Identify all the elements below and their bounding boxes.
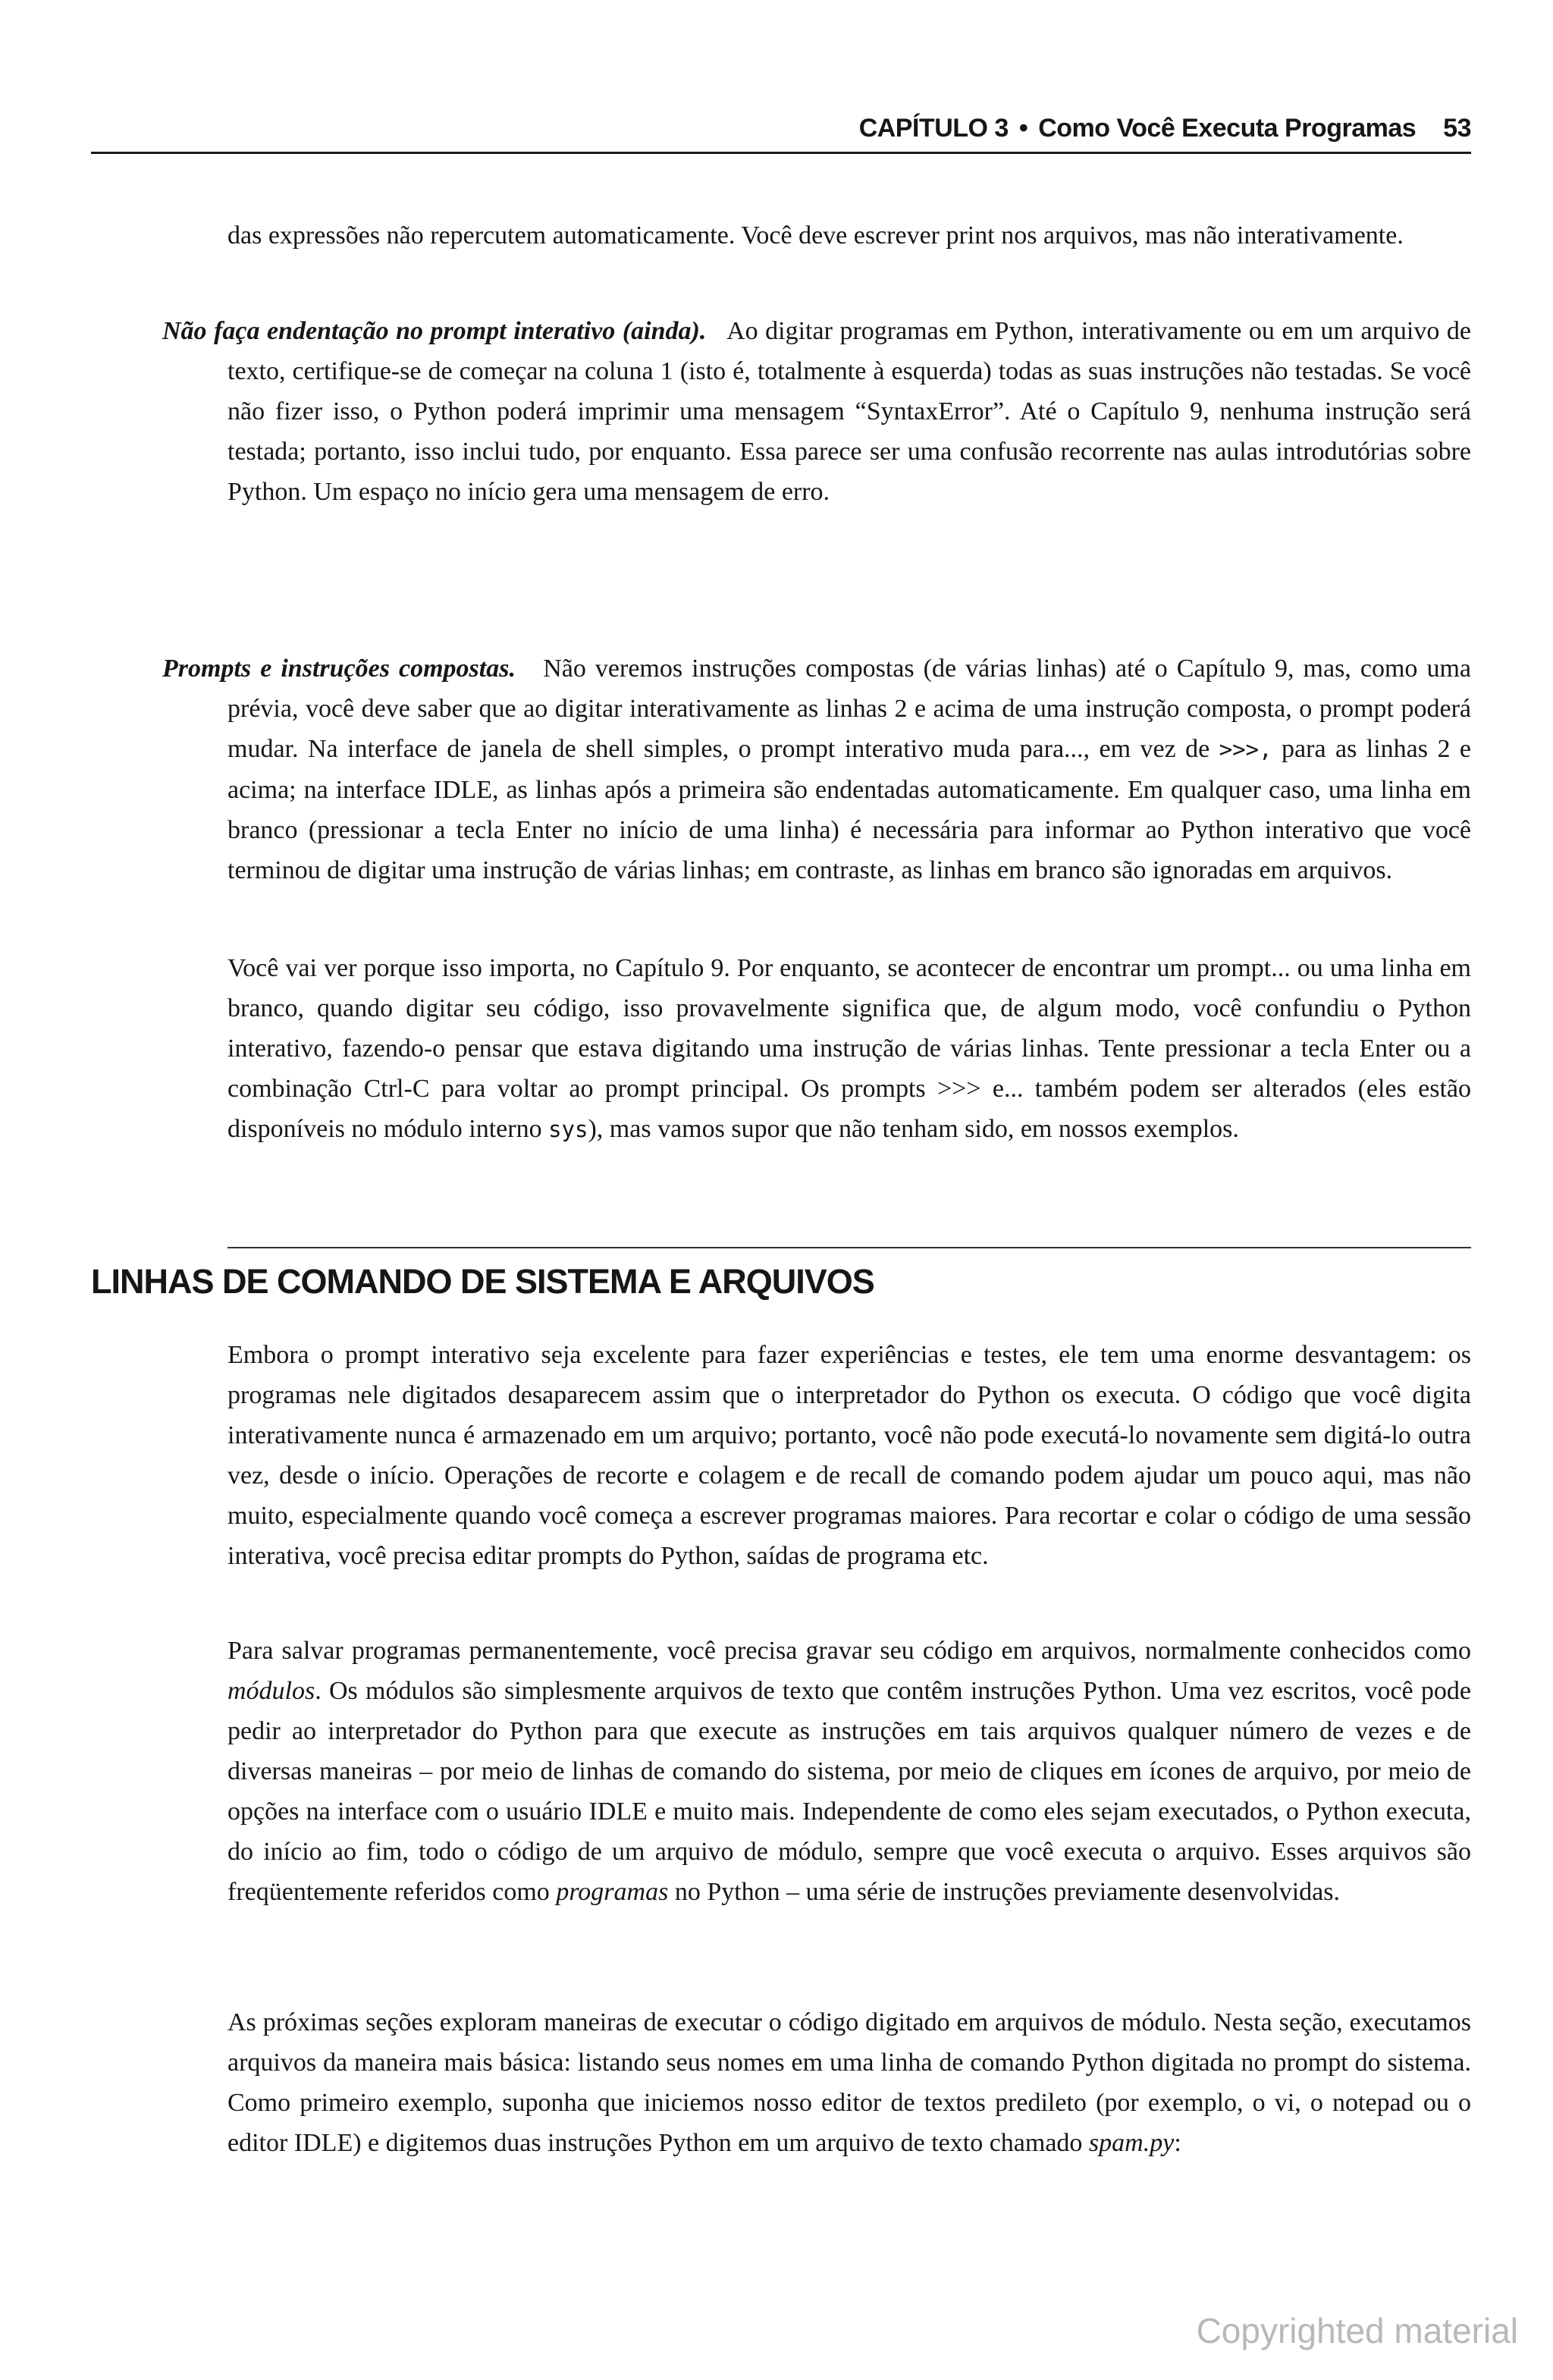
paragraph-prompt-note: Você vai ver porque isso importa, no Capítulo 9. Por enquanto, se acontecer de encontrar um prompt... ou uma linha em branco, quando digitar seu código, isso provavelmente significa que, de algum modo, você confundiu o Python interativo, fazendo-o pensar que estava digitando uma instrução de várias linhas. Tente pressionar a tecla Enter ou a combinação Ctrl-C para voltar ao prompt principal. Os prompts >>> e... também podem ser alterados (eles estão disponíveis no módulo interno sys), mas vamos supor que não tenham sido, em nossos exemplos. (227, 954, 1471, 1143)
page-number: 53 (1443, 114, 1471, 143)
section-paragraph-2: Para salvar programas permanentemente, você precisa gravar seu código em arquivos, normalmente conhecidos como módulos. Os módulos são simplesmente arquivos de texto que contêm instruções Python. Uma vez escritos, você pode pedir ao interpretador do Python para que execute as instruções em tais arquivos qualquer número de vezes e de diversas maneiras – por meio de linhas de comando do sistema, por meio de cliques em ícones de arquivo, por meio de opções na interface com o usuário IDLE e muito mais. Independente de como eles sejam executados, o Python executa, do início ao fim, todo o código de um arquivo de módulo, sempre que você executa o arquivo. Esses arquivos são freqüentemente referidos como programas no Python – uma série de instruções previamente desenvolvidas. (227, 1637, 1471, 1906)
term-programas: programas (556, 1878, 669, 1906)
copyright-watermark: Copyrighted material (1196, 2311, 1518, 2350)
filename-spam: spam.py (1088, 2129, 1175, 2157)
tip-no-indent-lead: Não faça endentação no prompt interativo (ainda). (162, 317, 707, 345)
term-modulos: módulos (227, 1677, 315, 1705)
tip-compound-prompts (162, 648, 1471, 890)
section-paragraph-3: As próximas seções exploram maneiras de executar o código digitado em arquivos de módulo. Nesta seção, executamos arquivos da maneira mais básica: listando seus nomes em uma linha de comando Python digitada no prompt do sistema. Como primeiro exemplo, suponha que iniciemos nosso editor de textos predileto (por exemplo, o vi, o notepad ou o editor IDLE) e digitemos duas instruções Python em um arquivo de texto chamado spam.py: (227, 2008, 1471, 2157)
chapter-label: CAPÍTULO 3 • Como Você Executa Programas (858, 114, 1417, 143)
inline-code-prompt: >>>, (1219, 736, 1272, 762)
tip-compound-text-b: para as linhas 2 e acima; na interface IDLE, as linhas após a primeira são endentadas automaticamente. Em qualquer caso, uma linha em branco (pressionar a tecla Enter no início de uma linha) é necessária para informar ao Python interativo que você terminou de digitar uma instrução de várias linhas; em contraste, as linhas em branco são ignoradas em arquivos. (227, 735, 1472, 884)
running-head (91, 114, 1471, 147)
tip-compound-lead: Prompts e instruções compostas. (162, 655, 516, 683)
paragraph-continuation: das expressões não repercutem automaticamente. Você deve escrever print nos arquivos, mas não interativamente. (227, 221, 1404, 250)
section-rule (227, 1247, 1471, 1248)
inline-code-sys: sys (548, 1116, 588, 1142)
tip-compound-text-a: Não veremos instruções compostas (de várias linhas) até o Capítulo 9, mas, como uma prévia, você deve saber que ao digitar interativamente as linhas 2 e acima de uma instrução composta, o prompt poderá mudar. Na interface de janela de shell simples, o prompt interativo muda para..., em vez de (227, 655, 1472, 763)
tip-no-indent-text: Ao digitar programas em Python, interativamente ou em um arquivo de texto, certifique-se de começar na coluna 1 (isto é, totalmente à esquerda) todas as suas instruções não testadas. Se você não fizer isso, o Python poderá imprimir uma mensagem “SyntaxError”. Até o Capítulo 9, nenhuma instrução será testada; portanto, isso inclui tudo, por enquanto. Essa parece ser uma confusão recorrente nas aulas introdutórias sobre Python. Um espaço no início gera uma mensagem de erro. (227, 317, 1471, 506)
header-rule (91, 152, 1471, 154)
section-paragraph-1: Embora o prompt interativo seja excelente para fazer experiências e testes, ele tem uma enorme desvantagem: os programas nele digitados desaparecem assim que o interpretador do Python os executa. O código que você digita interativamente nunca é armazenado em um arquivo; portanto, você não pode executá-lo novamente sem digitá-lo outra vez, desde o início. Operações de recorte e colagem e de recall de comando podem ajudar um pouco aqui, mas não muito, especialmente quando você começa a escrever programas maiores. Para recortar e colar o código de uma sessão interativa, você precisa editar prompts do Python, saídas de programa etc. (227, 1341, 1471, 1570)
section-heading: LINHAS DE COMANDO DE SISTEMA E ARQUIVOS (91, 1262, 874, 1301)
tip-no-indent (162, 311, 1471, 512)
